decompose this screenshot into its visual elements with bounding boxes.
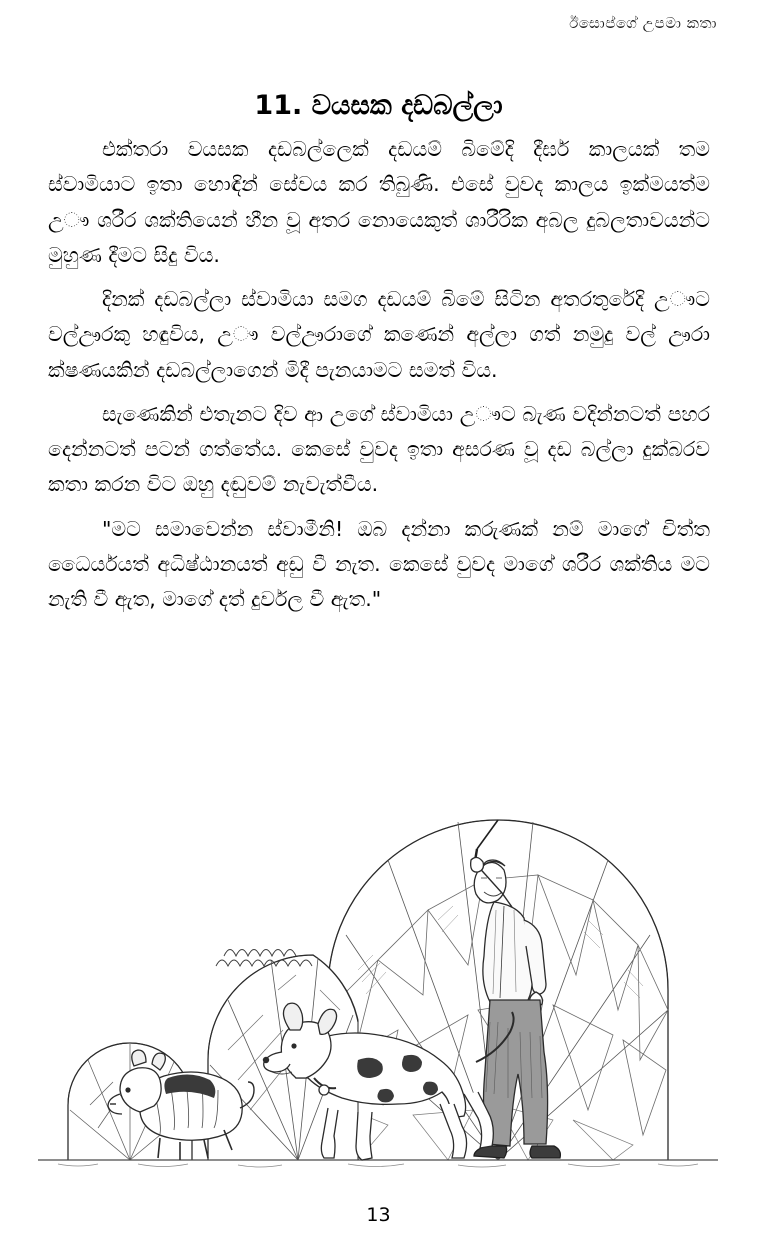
page-number: 13 xyxy=(366,1204,391,1226)
paragraph: "මට සමාවෙන්න ස්වාමීනි! ඔබ දන්නා කරුණක් නම් මාගේ චිත්ත ධෛර්යයත් අධිෂ්ඨානයත් අඩු වී නැත. කෙසේ වුවද මාගේ ශරීර ශක්තිය මට නැති වී ඇත, මාගේ දත් දුර්වල වී ඇත." xyxy=(48,516,710,611)
ground-line xyxy=(38,1160,718,1167)
running-head: ඊසොප්ගේ උපමා කතා xyxy=(569,14,717,32)
hunter-beating-old-hound-illustration xyxy=(28,760,728,1180)
paragraph: දිනක් දඩබල්ලා ස්වාමියා සමග දඩයම් බිමේ සිටින අතරතුරේදි උෟට වල්ඌරකු හඳුවිය, උෟ වල්ඌරාගේ කණෙන් අල්ලා ගත් නමුදු වල් ඌරා ක්ෂණයකින් දඩබල්ලාගෙන් මිදී පැනයාමට සමත් විය. xyxy=(48,287,710,382)
paragraph: සැණෙකින් එතැනට දිව ආ උගේ ස්වාමියා උෟට බැණ වදින්නටත් පහර දෙන්නටත් පටන් ගත්තේය. කෙසේ වුවද ඉතා අසරණ වූ දඩ බල්ලා දුක්බරව කතා කරන විට ඔහු දඬුවම් නැවැත්වීය. xyxy=(48,401,710,497)
paragraph: එක්තරා වයසක දඩබල්ලෙක් දඩයම් බිමේදි දීර්ඝ කාලයක් තම ස්වාමියාට ඉතා හොඳින් සේවය කර තිබුණි. එසේ වුවද කාලය ඉක්මයත්ම උෟ ශරීර ශක්තියෙන් හීන වූ අතර නොයෙකුත් ශාරීරික අබල දුබලතාවයන්ට මුහුණ දීමට සිදු විය. xyxy=(48,137,710,267)
body-text xyxy=(48,132,710,617)
page-title: 11. වයසක දඩබල්ලා xyxy=(254,90,503,122)
